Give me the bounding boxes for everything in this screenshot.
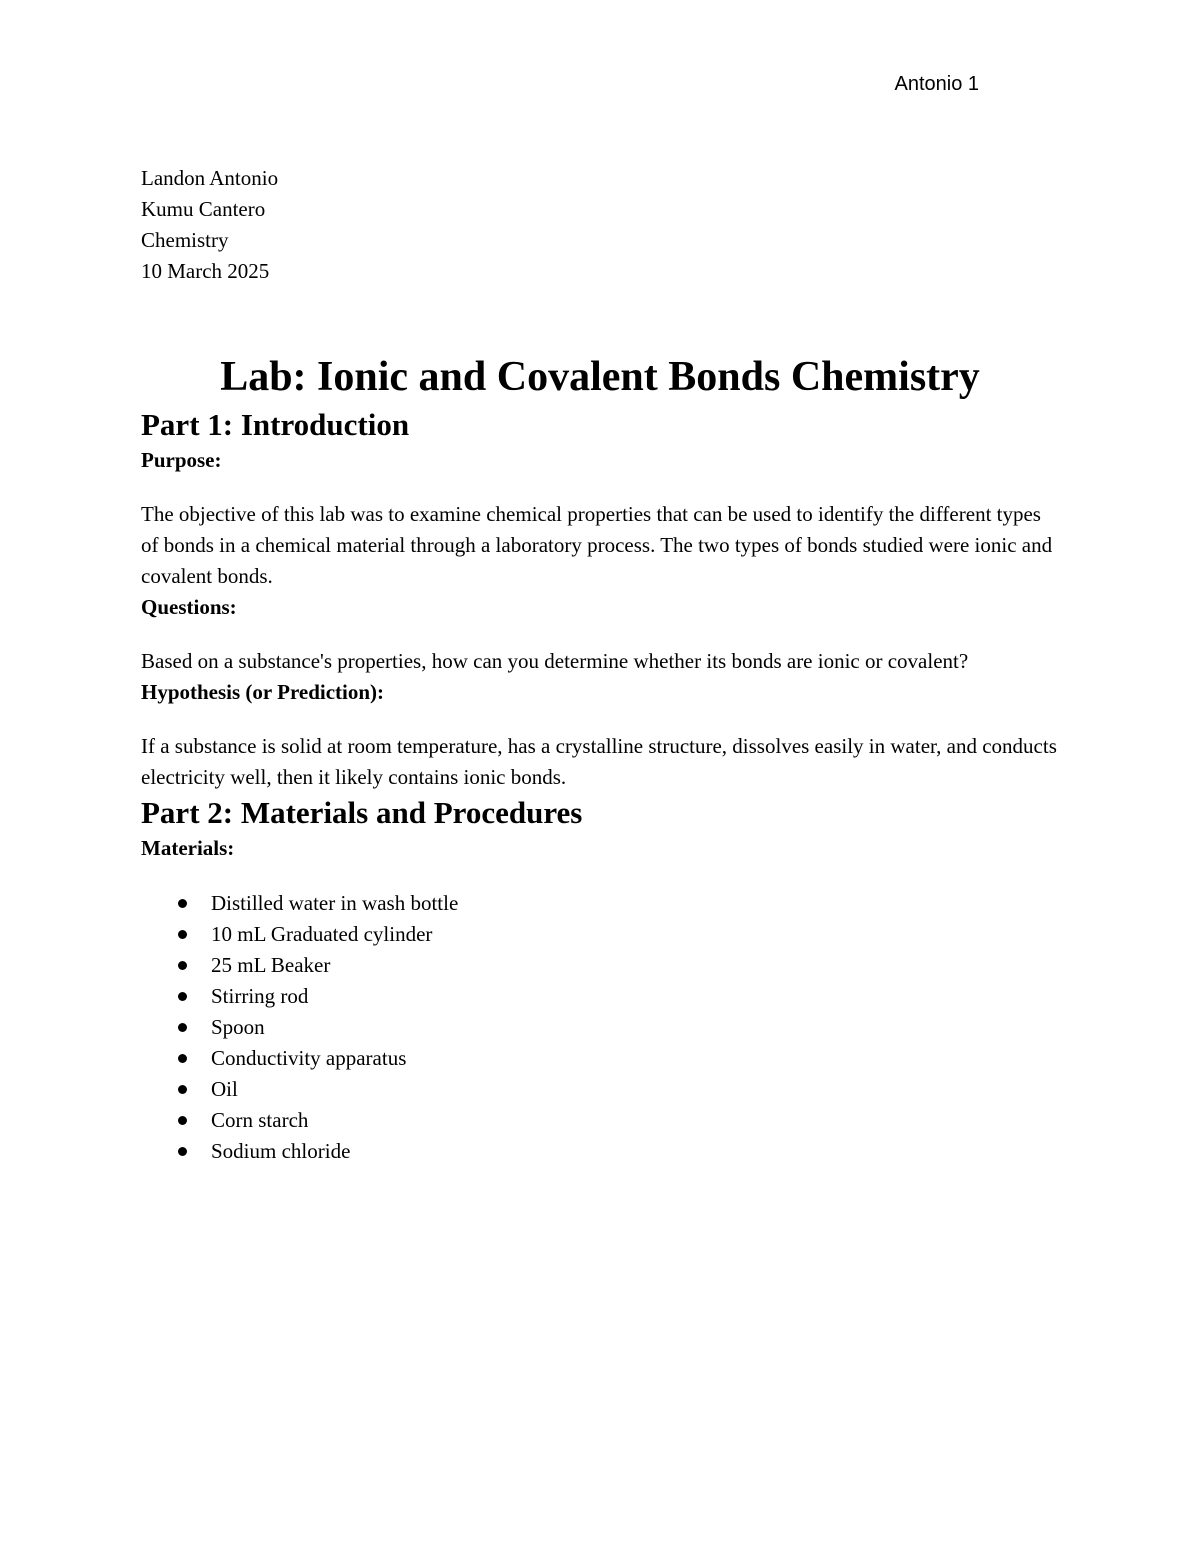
bullet-icon xyxy=(178,1023,187,1032)
bullet-icon xyxy=(178,1116,187,1125)
bullet-icon xyxy=(178,1085,187,1094)
hypothesis-label: Hypothesis (or Prediction): xyxy=(141,680,385,704)
list-item-text: Oil xyxy=(211,1077,238,1101)
student-name: Landon Antonio xyxy=(141,166,279,190)
course-name: Chemistry xyxy=(141,228,229,252)
materials-list xyxy=(141,888,1059,1167)
list-item-text: Corn starch xyxy=(211,1108,309,1132)
purpose-text: The objective of this lab was to examine chemical properties that can be used to identify the different types of bonds in a chemical material through a laboratory process. The two types of bonds studied were ionic and covalent bonds. xyxy=(141,502,1053,588)
document-content xyxy=(141,163,1059,1167)
questions-text: Based on a substance's properties, how can you determine whether its bonds are ionic or covalent? xyxy=(141,649,969,673)
list-item xyxy=(178,1074,1059,1105)
list-item-text: 25 mL Beaker xyxy=(211,953,331,977)
part-1-heading: Part 1: Introduction xyxy=(141,407,410,442)
bullet-icon xyxy=(178,1054,187,1063)
materials-label: Materials: xyxy=(141,836,235,860)
list-item-text: Conductivity apparatus xyxy=(211,1046,407,1070)
list-item-text: Distilled water in wash bottle xyxy=(211,891,459,915)
list-item-text: Spoon xyxy=(211,1015,265,1039)
list-item-text: Stirring rod xyxy=(211,984,309,1008)
list-item xyxy=(178,1043,1059,1074)
list-item xyxy=(178,1012,1059,1043)
purpose-label: Purpose: xyxy=(141,448,222,472)
list-item xyxy=(178,981,1059,1012)
document-date: 10 March 2025 xyxy=(141,259,270,283)
questions-label: Questions: xyxy=(141,595,237,619)
bullet-icon xyxy=(178,1147,187,1156)
list-item xyxy=(178,919,1059,950)
list-item xyxy=(178,1105,1059,1136)
bullet-icon xyxy=(178,961,187,970)
mla-heading xyxy=(141,163,1059,287)
part-2-heading: Part 2: Materials and Procedures xyxy=(141,795,583,830)
bullet-icon xyxy=(178,899,187,908)
list-item-text: Sodium chloride xyxy=(211,1139,351,1163)
teacher-name: Kumu Cantero xyxy=(141,197,266,221)
list-item xyxy=(178,1136,1059,1167)
list-item xyxy=(178,888,1059,919)
hypothesis-text: If a substance is solid at room temperature, has a crystalline structure, dissolves easily in water, and conducts electricity well, then it likely contains ionic bonds. xyxy=(141,734,1057,789)
page-header-label: Antonio 1 xyxy=(894,73,979,95)
list-item xyxy=(178,950,1059,981)
bullet-icon xyxy=(178,930,187,939)
list-item-text: 10 mL Graduated cylinder xyxy=(211,922,433,946)
bullet-icon xyxy=(178,992,187,1001)
document-title: Lab: Ionic and Covalent Bonds Chemistry xyxy=(220,354,980,400)
